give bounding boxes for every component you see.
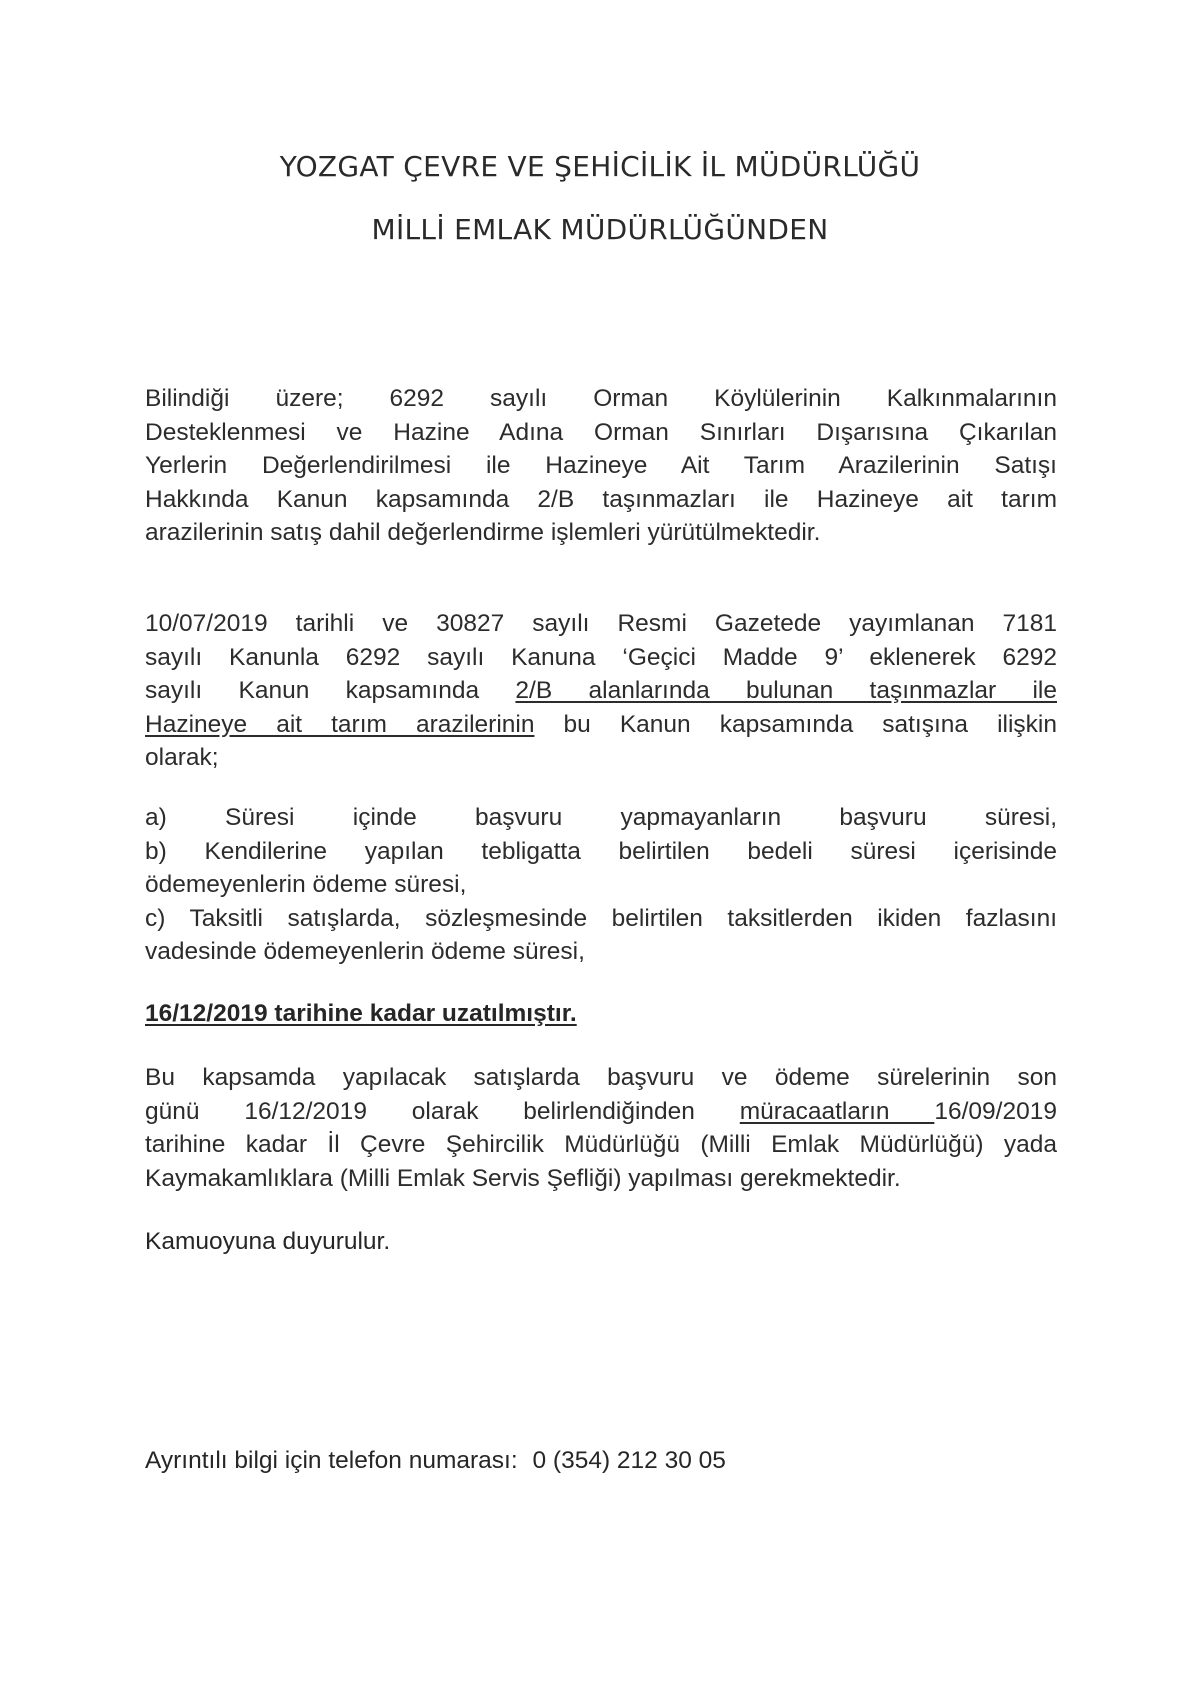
- paragraph-line: Bu kapsamda yapılacak satışlarda başvuru ve ödeme sürelerinin son: [145, 1064, 1057, 1091]
- paragraph-intro: [145, 382, 1057, 550]
- paragraph-line: Desteklenmesi ve Hazine Adına Orman Sınırları Dışarısına Çıkarılan: [145, 418, 1057, 446]
- header-line-2: MİLLİ EMLAK MÜDÜRLÜĞÜNDEN: [371, 213, 829, 246]
- paragraph-line: sayılı Kanunla 6292 sayılı Kanuna ‘Geçici Madde 9’ eklenerek 6292: [145, 643, 1057, 671]
- list-item-b: b) Kendilerine yapılan tebligatta belirtilen bedeli süresi içerisinde: [145, 837, 1057, 865]
- paragraph-line: arazilerinin satış dahil değerlendirme işlemleri yürütülmektedir.: [145, 519, 821, 546]
- deadline-statement: 16/12/2019 tarihine kadar uzatılmıştır.: [145, 1000, 577, 1027]
- paragraph-line: [145, 674, 1057, 708]
- text-plain: günü 16/12/2019 olarak belirlendiğinden: [145, 1097, 740, 1125]
- paragraph-line: [145, 1095, 1057, 1129]
- list-item-b-cont: ödemeyenlerin ödeme süresi,: [145, 871, 467, 898]
- text-plain: 16/09/2019: [934, 1097, 1057, 1125]
- contact-label: Ayrıntılı bilgi için telefon numarası:: [145, 1447, 518, 1474]
- paragraph-application: [145, 1061, 1057, 1195]
- paragraph-line: Kaymakamlıklara (Milli Emlak Servis Şefliği) yapılması gerekmektedir.: [145, 1164, 901, 1192]
- text-underlined: 2/B alanlarında bulunan taşınmazlar ile: [515, 677, 1057, 704]
- paragraph-line: Bilindiği üzere; 6292 sayılı Orman Köylülerinin Kalkınmalarının: [145, 385, 1057, 412]
- paragraph-line: olarak;: [145, 744, 219, 771]
- paragraph-line: Hakkında Kanun kapsamında 2/B taşınmazları ile Hazineye ait tarım: [145, 485, 1057, 513]
- list-item-c-cont: vadesinde ödemeyenlerin ödeme süresi,: [145, 938, 585, 965]
- list-item-a: a) Süresi içinde başvuru yapmayanların başvuru süresi,: [145, 804, 1057, 831]
- text-underlined: müracaatların: [739, 1097, 935, 1125]
- paragraph-line: tarihine kadar İl Çevre Şehircilik Müdürlüğü (Milli Emlak Müdürlüğü) yada: [145, 1131, 1057, 1158]
- paragraph-line: 10/07/2019 tarihli ve 30827 sayılı Resmi Gazetede yayımlanan 7181: [145, 610, 1057, 637]
- contact-line: [145, 1447, 726, 1475]
- phone-number: 0 (354) 212 30 05: [532, 1447, 726, 1474]
- paragraph-law-change: [145, 607, 1057, 775]
- closing-line: Kamuoyuna duyurulur.: [145, 1228, 391, 1255]
- paragraph-line: [145, 708, 1057, 742]
- extended-items-list: [145, 801, 1057, 969]
- text-underlined: Hazineye ait tarım arazilerinin: [145, 710, 535, 738]
- text-plain: bu Kanun kapsamında satışına ilişkin: [534, 710, 1058, 738]
- list-item-c: c) Taksitli satışlarda, sözleşmesinde belirtilen taksitlerden ikiden fazlasını: [145, 904, 1057, 932]
- text-plain: sayılı Kanun kapsamında: [145, 677, 516, 704]
- paragraph-line: Yerlerin Değerlendirilmesi ile Hazineye Ait Tarım Arazilerinin Satışı: [145, 452, 1057, 479]
- header-line-1: YOZGAT ÇEVRE VE ŞEHİCİLİK İL MÜDÜRLÜĞÜ: [279, 150, 921, 183]
